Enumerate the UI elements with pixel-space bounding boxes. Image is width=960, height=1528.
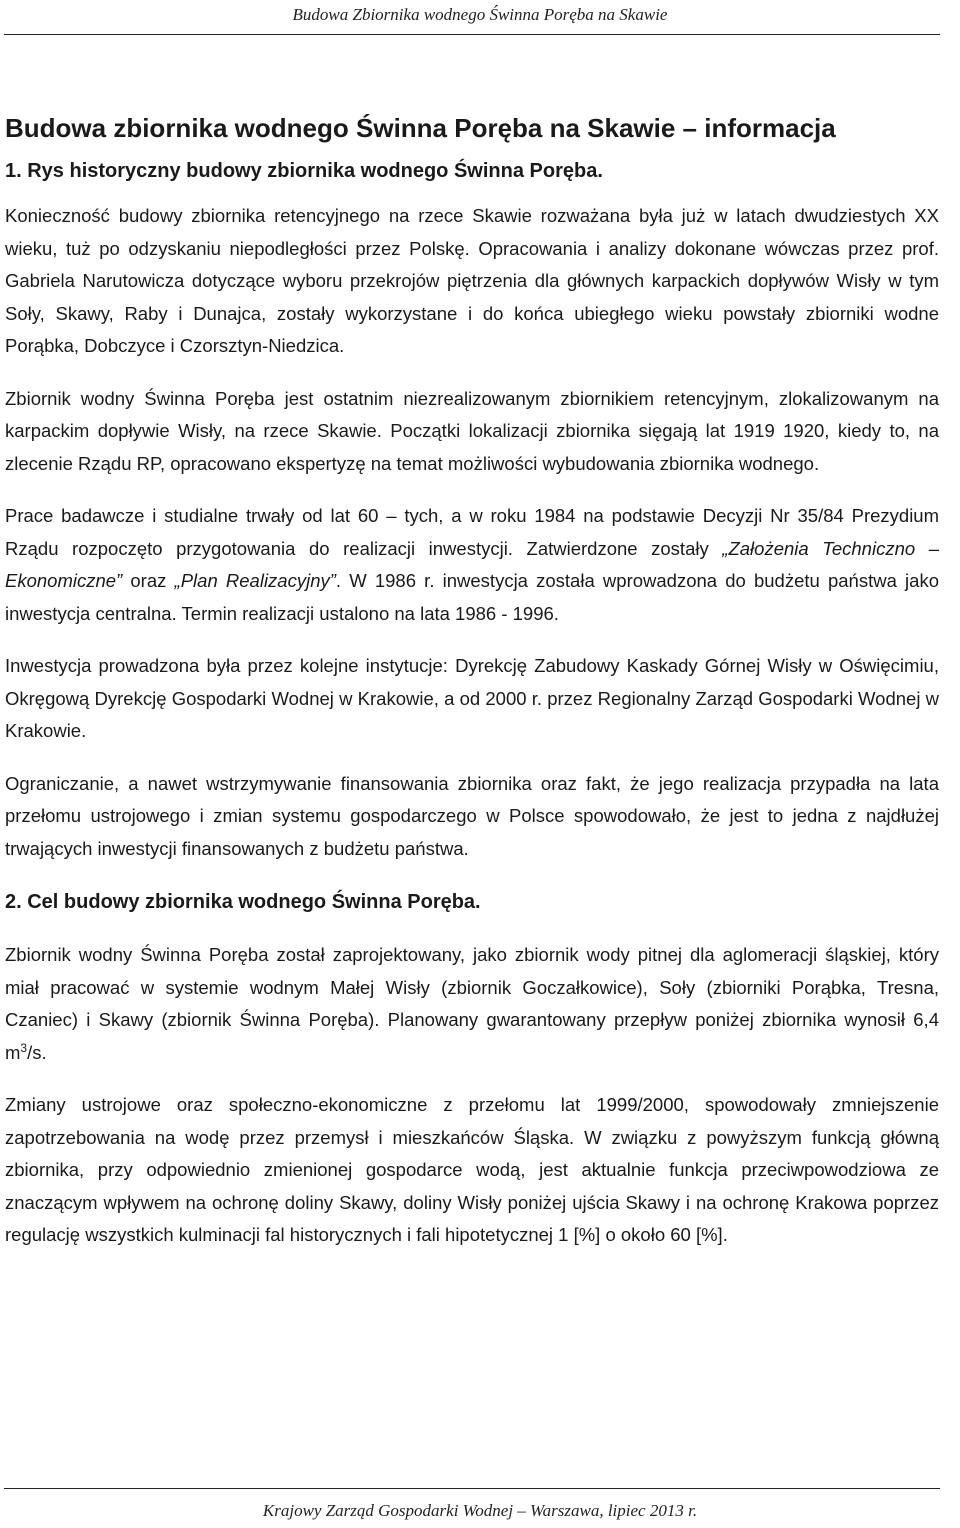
- paragraph-3-text-after: . W 1986 r. inwestycja została wprowadzona do budżetu państwa jako inwestycja centralna. Termin realizacji ustalono na lata 1986 - 1996.: [5, 570, 939, 624]
- running-header: [0, 4, 960, 30]
- section-2-paragraph-2: Zmiany ustrojowe oraz społeczno-ekonomiczne z przełomu lat 1999/2000, spowodowały zmniejszenie zapotrzebowania na wodę przez przemysł i mieszkańców Śląska. W związku z powyższym funkcją główną zbiornika, przy odpowiednio zmienionej gospodarce wodą, jest aktualnie funkcja przeciwpowodziowa ze znaczącym wpływem na ochronę doliny Skawy, doliny Wisły poniżej ujścia Skawy i na ochronę Krakowa poprzez regulację wszystkich kulminacji fal historycznych i fali hipotetycznej 1 [%] o około 60 [%].: [5, 1094, 939, 1245]
- section-1-paragraph-3: [5, 500, 939, 630]
- document-title: Budowa zbiornika wodnego Świnna Poręba na Skawie – informacja: [5, 113, 836, 143]
- section-1-heading: 1. Rys historyczny budowy zbiornika wodnego Świnna Poręba.: [5, 160, 603, 182]
- paragraph-3-italic-title-2: „Plan Realizacyjny”: [174, 570, 336, 591]
- section-1-paragraph-5: Ograniczanie, a nawet wstrzymywanie finansowania zbiornika oraz fakt, że jego realizacja przypadła na lata przełomu ustrojowego i zmian systemu gospodarczego w Polsce spowodowało, że jest to jedna z najdłużej trwających inwestycji finansowanych z budżetu państwa.: [5, 772, 939, 859]
- header-divider: [4, 34, 940, 35]
- section-2-paragraph-1-tail: /s.: [27, 1041, 47, 1063]
- running-header-title: Budowa Zbiornika wodnego Świnna Poręba na Skawie: [292, 5, 668, 24]
- section-1-paragraph-4: Inwestycja prowadzona była przez kolejne instytucje: Dyrekcję Zabudowy Kaskady Górnej Wisły w Oświęcimiu, Okręgową Dyrekcję Gospodarki Wodnej w Krakowie, a od 2000 r. przez Regionalny Zarząd Gospodarki Wodnej w Krakowie.: [5, 655, 939, 741]
- paragraph-3-text-middle: oraz: [122, 570, 175, 591]
- superscript-exponent: 3: [20, 1040, 28, 1055]
- document-body: [5, 108, 939, 1272]
- section-2-paragraph-1-text: Zbiornik wodny Świnna Poręba został zaprojektowany, jako zbiornik wody pitnej dla aglomeracji śląskiej, który miał pracować w systemie wodnym Małej Wisły (zbiornik Goczałkowice), Soły (zbiorniki Porąbka, Tresna, Czaniec) i Skawy (zbiornik Świnna Poręba). Planowany gwarantowany przepływ poniżej zbiornika wynosił 6,4 m: [5, 944, 939, 1063]
- section-2-paragraph-1: [5, 939, 939, 1069]
- paragraph-3-italic-title-1: „Założenia Techniczno – Ekonomiczne”: [5, 537, 940, 591]
- section-1-paragraph-1: Konieczność budowy zbiornika retencyjnego na rzece Skawie rozważana była już w latach dwudziestych XX wieku, tuż po odzyskaniu niepodległości przez Polskę. Opracowania i analizy dokonane wówczas przez prof. Gabriela Narutowicza dotyczące wyboru przekrojów piętrzenia dla głównych karpackich dopływów Wisły w tym Soły, Skawy, Raby i Dunajca, zostały wykorzystane i do końca ubiegłego wieku powstały zbiorniki wodne Porąbka, Dobczyce i Czorsztyn-Niedzica.: [5, 205, 939, 356]
- running-footer: Krajowy Zarząd Gospodarki Wodnej – Warszawa, lipiec 2013 r.: [262, 1501, 698, 1520]
- footer-divider: [4, 1488, 940, 1489]
- paragraph-3-text-before: Prace badawcze i studialne trwały od lat 60 – tych, a w roku 1984 na podstawie Decyzji Nr 35/84 Prezydium Rządu rozpoczęto przygotowania do realizacji inwestycji. Zatwierdzone zostały: [5, 505, 939, 559]
- section-1-paragraph-2: Zbiornik wodny Świnna Poręba jest ostatnim niezrealizowanym zbiornikiem retencyjnym, zlokalizowanym na karpackim dopływie Wisły, na rzece Skawie. Początki lokalizacji zbiornika sięgają lat 1919 1920, kiedy to, na zlecenie Rządu RP, opracowano ekspertyzę na temat możliwości wybudowania zbiornika wodnego.: [5, 387, 939, 474]
- section-2-heading: 2. Cel budowy zbiornika wodnego Świnna Poręba.: [5, 891, 481, 913]
